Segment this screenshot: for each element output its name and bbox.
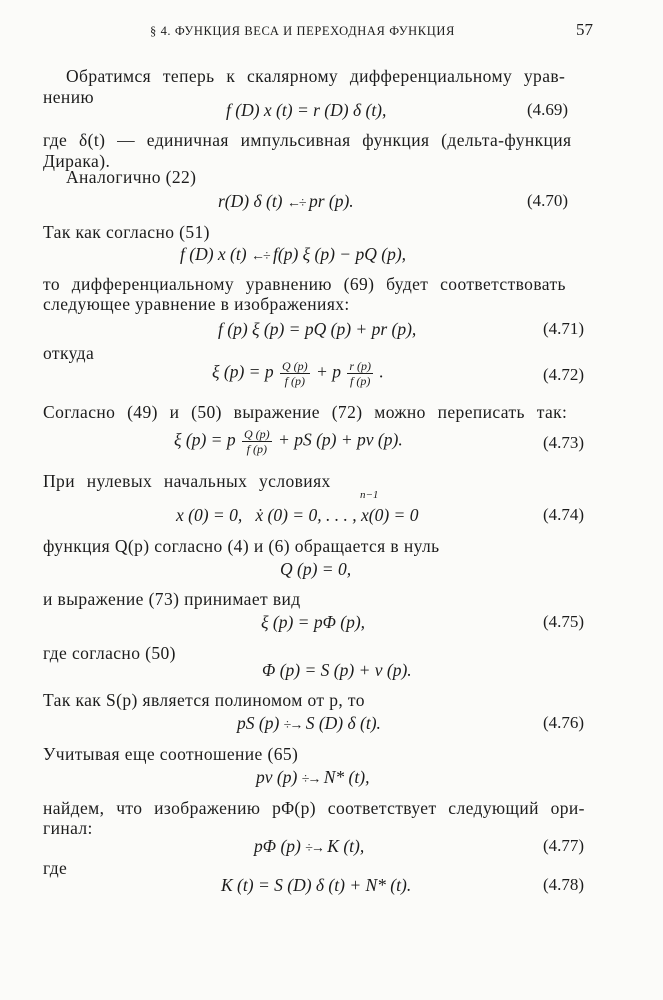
paragraph-line: и выражение (73) принимает вид <box>43 589 301 609</box>
paragraph-line: где <box>43 858 68 878</box>
equation-number: (4.73) <box>543 433 585 452</box>
equation-number: (4.76) <box>543 713 585 732</box>
paragraph-line: При нулевых начальных условиях <box>43 471 331 491</box>
equation-number: (4.74) <box>543 505 585 524</box>
equation-q-zero: Q (p) = 0, <box>280 559 352 579</box>
equation-4-78: K (t) = S (D) δ (t) + N* (t). <box>221 875 412 895</box>
equation-4-70: r(D) δ (t) ←÷ pr (p). <box>218 191 354 211</box>
transform-arrow: ÷→ <box>283 718 302 733</box>
paragraph-line: то дифференциальному уравнению (69) будет соответствовать <box>43 274 566 294</box>
paragraph-line: Дирака). <box>43 151 111 171</box>
equation-number: (4.75) <box>543 612 585 631</box>
paragraph-line: откуда <box>43 343 95 363</box>
transform-arrow: ←÷ <box>250 249 269 264</box>
equation-4-75: ξ (p) = pΦ (p), <box>261 612 366 632</box>
equation-4-74: x (0) = 0, ẋ (0) = 0, . . . , n−1 x(0) = 0 <box>176 489 419 525</box>
equation-4-73: ξ (p) = p $\frac{Q (p)}{f (p)}$ + pS (p) + pν (p). <box>174 427 403 456</box>
paragraph-line: гинал: <box>43 818 93 838</box>
paragraph-line: где согласно (50) <box>43 643 176 663</box>
equation-4-51: f (D) x (t) ←÷ f(p) ξ (p) − pQ (p), <box>180 244 407 264</box>
transform-arrow: ←÷ <box>286 196 305 211</box>
transform-arrow: ÷→ <box>301 772 320 787</box>
equation-4-72: ξ (p) = p $\frac{Q (p)}{f (p)}$ + p $\frac{r (p)}{f (p)}$ . <box>212 359 384 388</box>
equation-4-65: pν (p) ÷→ N* (t), <box>256 767 370 787</box>
paragraph-line: найдем, что изображению pΦ(p) соответствует следующий ори- <box>43 798 585 818</box>
equation-number: (4.69) <box>527 100 569 119</box>
equation-number: (4.71) <box>543 319 585 338</box>
paragraph-line: Учитывая еще соотношение (65) <box>43 744 299 764</box>
equation-number: (4.72) <box>543 365 585 384</box>
paragraph-line: где δ(t) — единичная импульсивная функция (дельта-функция <box>43 130 572 150</box>
transform-arrow: ÷→ <box>305 841 323 856</box>
equation-number: (4.70) <box>527 191 569 210</box>
paragraph-line: Так как согласно (51) <box>43 222 210 242</box>
paragraph-line: следующее уравнение в изображениях: <box>43 294 350 314</box>
running-header: § 4. ФУНКЦИЯ ВЕСА И ПЕРЕХОДНАЯ ФУНКЦИЯ <box>150 24 455 38</box>
paragraph-line: функция Q(p) согласно (4) и (6) обращается в нуль <box>43 536 440 556</box>
equation-number: (4.78) <box>543 875 585 894</box>
equation-number: (4.77) <box>543 836 585 855</box>
paragraph-line: нению <box>43 87 94 107</box>
page-number: 57 <box>576 20 593 39</box>
equation-4-77: pΦ (p) ÷→ K (t), <box>254 836 365 856</box>
equation-4-71: f (p) ξ (p) = pQ (p) + pr (p), <box>218 319 417 339</box>
paragraph-line: Обратимся теперь к скалярному дифференциальному урав- <box>66 66 566 86</box>
equation-4-69: f (D) x (t) = r (D) δ (t), <box>226 100 387 120</box>
paragraph-line: Согласно (49) и (50) выражение (72) можно переписать так: <box>43 402 568 422</box>
equation-4-76: pS (p) ÷→ S (D) δ (t). <box>237 713 381 733</box>
paragraph-line: Так как S(p) является полиномом от p, то <box>43 690 365 710</box>
equation-phi: Φ (p) = S (p) + ν (p). <box>262 660 412 680</box>
paragraph-line: Аналогично (22) <box>66 167 197 187</box>
